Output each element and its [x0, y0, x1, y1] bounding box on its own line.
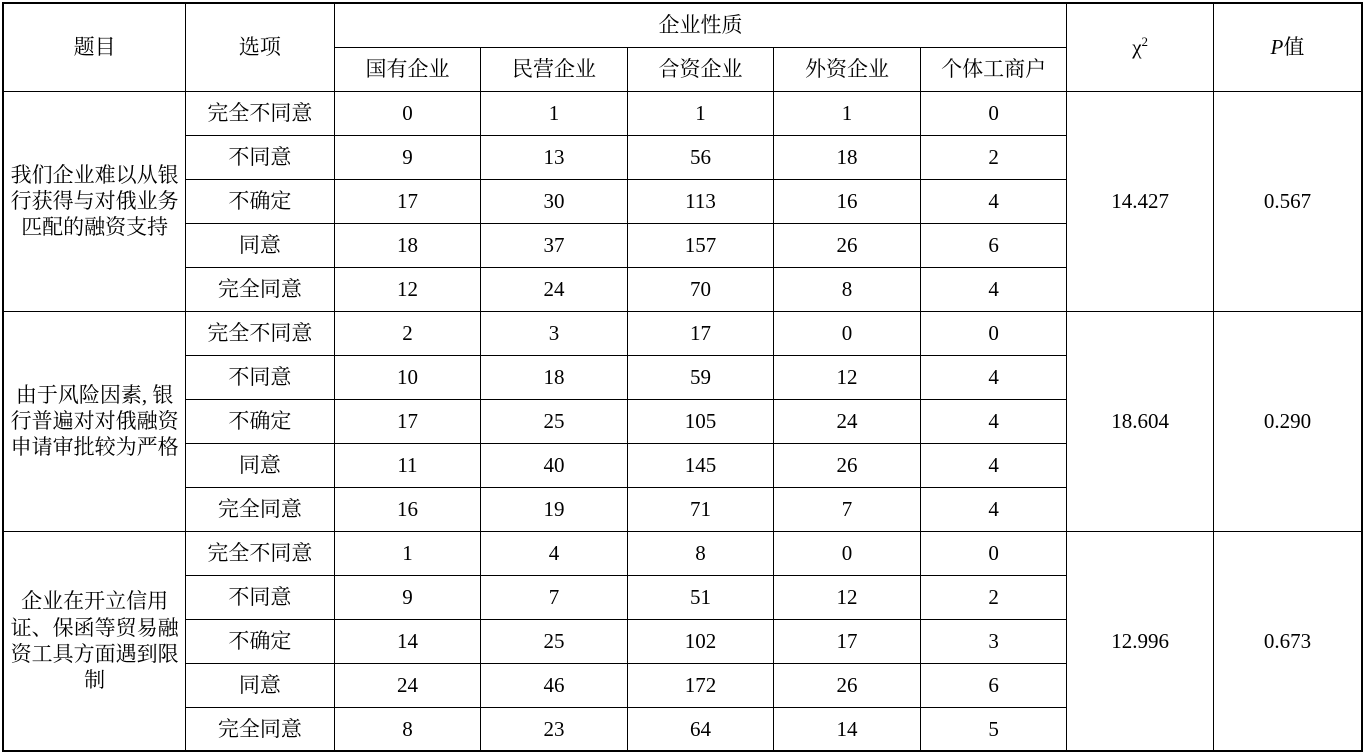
- value-cell: 17: [774, 619, 921, 663]
- option-cell: 同意: [186, 663, 335, 707]
- table-row: [3, 311, 1362, 355]
- chi-square-value-0: 14.427: [1067, 91, 1214, 311]
- value-cell: 13: [481, 135, 628, 179]
- p-value-0: 0.567: [1213, 91, 1362, 311]
- value-cell: 9: [334, 575, 481, 619]
- table-row: [3, 91, 1362, 135]
- value-cell: 2: [334, 311, 481, 355]
- table-body: [3, 91, 1362, 751]
- value-cell: 24: [334, 663, 481, 707]
- value-cell: 102: [627, 619, 774, 663]
- value-cell: 59: [627, 355, 774, 399]
- value-cell: 12: [334, 267, 481, 311]
- value-cell: 8: [334, 707, 481, 751]
- value-cell: 14: [334, 619, 481, 663]
- value-cell: 12: [774, 355, 921, 399]
- value-cell: 17: [334, 399, 481, 443]
- value-cell: 23: [481, 707, 628, 751]
- chi-exponent: 2: [1141, 34, 1149, 50]
- option-cell: 同意: [186, 443, 335, 487]
- value-cell: 14: [774, 707, 921, 751]
- value-cell: 0: [920, 531, 1067, 575]
- value-cell: 3: [481, 311, 628, 355]
- p-label-rest: 值: [1283, 35, 1305, 60]
- value-cell: 17: [627, 311, 774, 355]
- value-cell: 0: [334, 91, 481, 135]
- value-cell: 3: [920, 619, 1067, 663]
- question-cell-1: 由于风险因素, 银行普遍对对俄融资申请审批较为严格: [3, 311, 186, 531]
- value-cell: 6: [920, 223, 1067, 267]
- value-cell: 25: [481, 399, 628, 443]
- value-cell: 4: [481, 531, 628, 575]
- value-cell: 25: [481, 619, 628, 663]
- question-cell-0: 我们企业难以从银行获得与对俄业务匹配的融资支持: [3, 91, 186, 311]
- value-cell: 4: [920, 443, 1067, 487]
- value-cell: 7: [481, 575, 628, 619]
- value-cell: 172: [627, 663, 774, 707]
- value-cell: 2: [920, 135, 1067, 179]
- value-cell: 1: [334, 531, 481, 575]
- statistics-table: [2, 2, 1363, 752]
- value-cell: 8: [774, 267, 921, 311]
- header-group-0: 国有企业: [334, 47, 481, 91]
- value-cell: 18: [481, 355, 628, 399]
- header-group-title: 企业性质: [334, 3, 1067, 47]
- header-group-1: 民营企业: [481, 47, 628, 91]
- chi-symbol: χ: [1132, 35, 1142, 60]
- value-cell: 4: [920, 487, 1067, 531]
- option-cell: 不同意: [186, 575, 335, 619]
- header-p-value: [1213, 3, 1362, 91]
- value-cell: 70: [627, 267, 774, 311]
- value-cell: 4: [920, 267, 1067, 311]
- value-cell: 157: [627, 223, 774, 267]
- chi-square-value-1: 18.604: [1067, 311, 1214, 531]
- header-question: 题目: [3, 3, 186, 91]
- option-cell: 不同意: [186, 355, 335, 399]
- header-group-4: 个体工商户: [920, 47, 1067, 91]
- value-cell: 51: [627, 575, 774, 619]
- value-cell: 2: [920, 575, 1067, 619]
- value-cell: 37: [481, 223, 628, 267]
- value-cell: 24: [481, 267, 628, 311]
- question-cell-2: 企业在开立信用证、保函等贸易融资工具方面遇到限制: [3, 531, 186, 751]
- chi-square-value-2: 12.996: [1067, 531, 1214, 751]
- header-option: 选项: [186, 3, 335, 91]
- p-value-1: 0.290: [1213, 311, 1362, 531]
- p-symbol: P: [1270, 35, 1284, 60]
- value-cell: 12: [774, 575, 921, 619]
- value-cell: 16: [774, 179, 921, 223]
- header-chi-square: [1067, 3, 1214, 91]
- statistics-table-container: [0, 2, 1365, 741]
- value-cell: 1: [774, 91, 921, 135]
- value-cell: 4: [920, 399, 1067, 443]
- value-cell: 19: [481, 487, 628, 531]
- value-cell: 26: [774, 223, 921, 267]
- value-cell: 0: [920, 311, 1067, 355]
- value-cell: 105: [627, 399, 774, 443]
- option-cell: 完全不同意: [186, 91, 335, 135]
- value-cell: 26: [774, 443, 921, 487]
- header-group-3: 外资企业: [774, 47, 921, 91]
- value-cell: 113: [627, 179, 774, 223]
- value-cell: 18: [774, 135, 921, 179]
- value-cell: 30: [481, 179, 628, 223]
- value-cell: 56: [627, 135, 774, 179]
- option-cell: 不确定: [186, 179, 335, 223]
- value-cell: 17: [334, 179, 481, 223]
- value-cell: 10: [334, 355, 481, 399]
- value-cell: 145: [627, 443, 774, 487]
- value-cell: 5: [920, 707, 1067, 751]
- value-cell: 11: [334, 443, 481, 487]
- value-cell: 4: [920, 355, 1067, 399]
- value-cell: 16: [334, 487, 481, 531]
- value-cell: 0: [920, 91, 1067, 135]
- value-cell: 8: [627, 531, 774, 575]
- option-cell: 完全同意: [186, 707, 335, 751]
- value-cell: 1: [627, 91, 774, 135]
- table-header: [3, 3, 1362, 91]
- option-cell: 不确定: [186, 619, 335, 663]
- value-cell: 4: [920, 179, 1067, 223]
- option-cell: 完全同意: [186, 487, 335, 531]
- option-cell: 不同意: [186, 135, 335, 179]
- value-cell: 46: [481, 663, 628, 707]
- value-cell: 1: [481, 91, 628, 135]
- value-cell: 6: [920, 663, 1067, 707]
- option-cell: 同意: [186, 223, 335, 267]
- table-row: [3, 531, 1362, 575]
- value-cell: 0: [774, 311, 921, 355]
- option-cell: 不确定: [186, 399, 335, 443]
- value-cell: 71: [627, 487, 774, 531]
- value-cell: 18: [334, 223, 481, 267]
- value-cell: 0: [774, 531, 921, 575]
- value-cell: 24: [774, 399, 921, 443]
- option-cell: 完全同意: [186, 267, 335, 311]
- value-cell: 40: [481, 443, 628, 487]
- value-cell: 7: [774, 487, 921, 531]
- value-cell: 64: [627, 707, 774, 751]
- value-cell: 26: [774, 663, 921, 707]
- header-group-2: 合资企业: [627, 47, 774, 91]
- option-cell: 完全不同意: [186, 531, 335, 575]
- p-value-2: 0.673: [1213, 531, 1362, 751]
- option-cell: 完全不同意: [186, 311, 335, 355]
- header-row-1: [3, 3, 1362, 47]
- value-cell: 9: [334, 135, 481, 179]
